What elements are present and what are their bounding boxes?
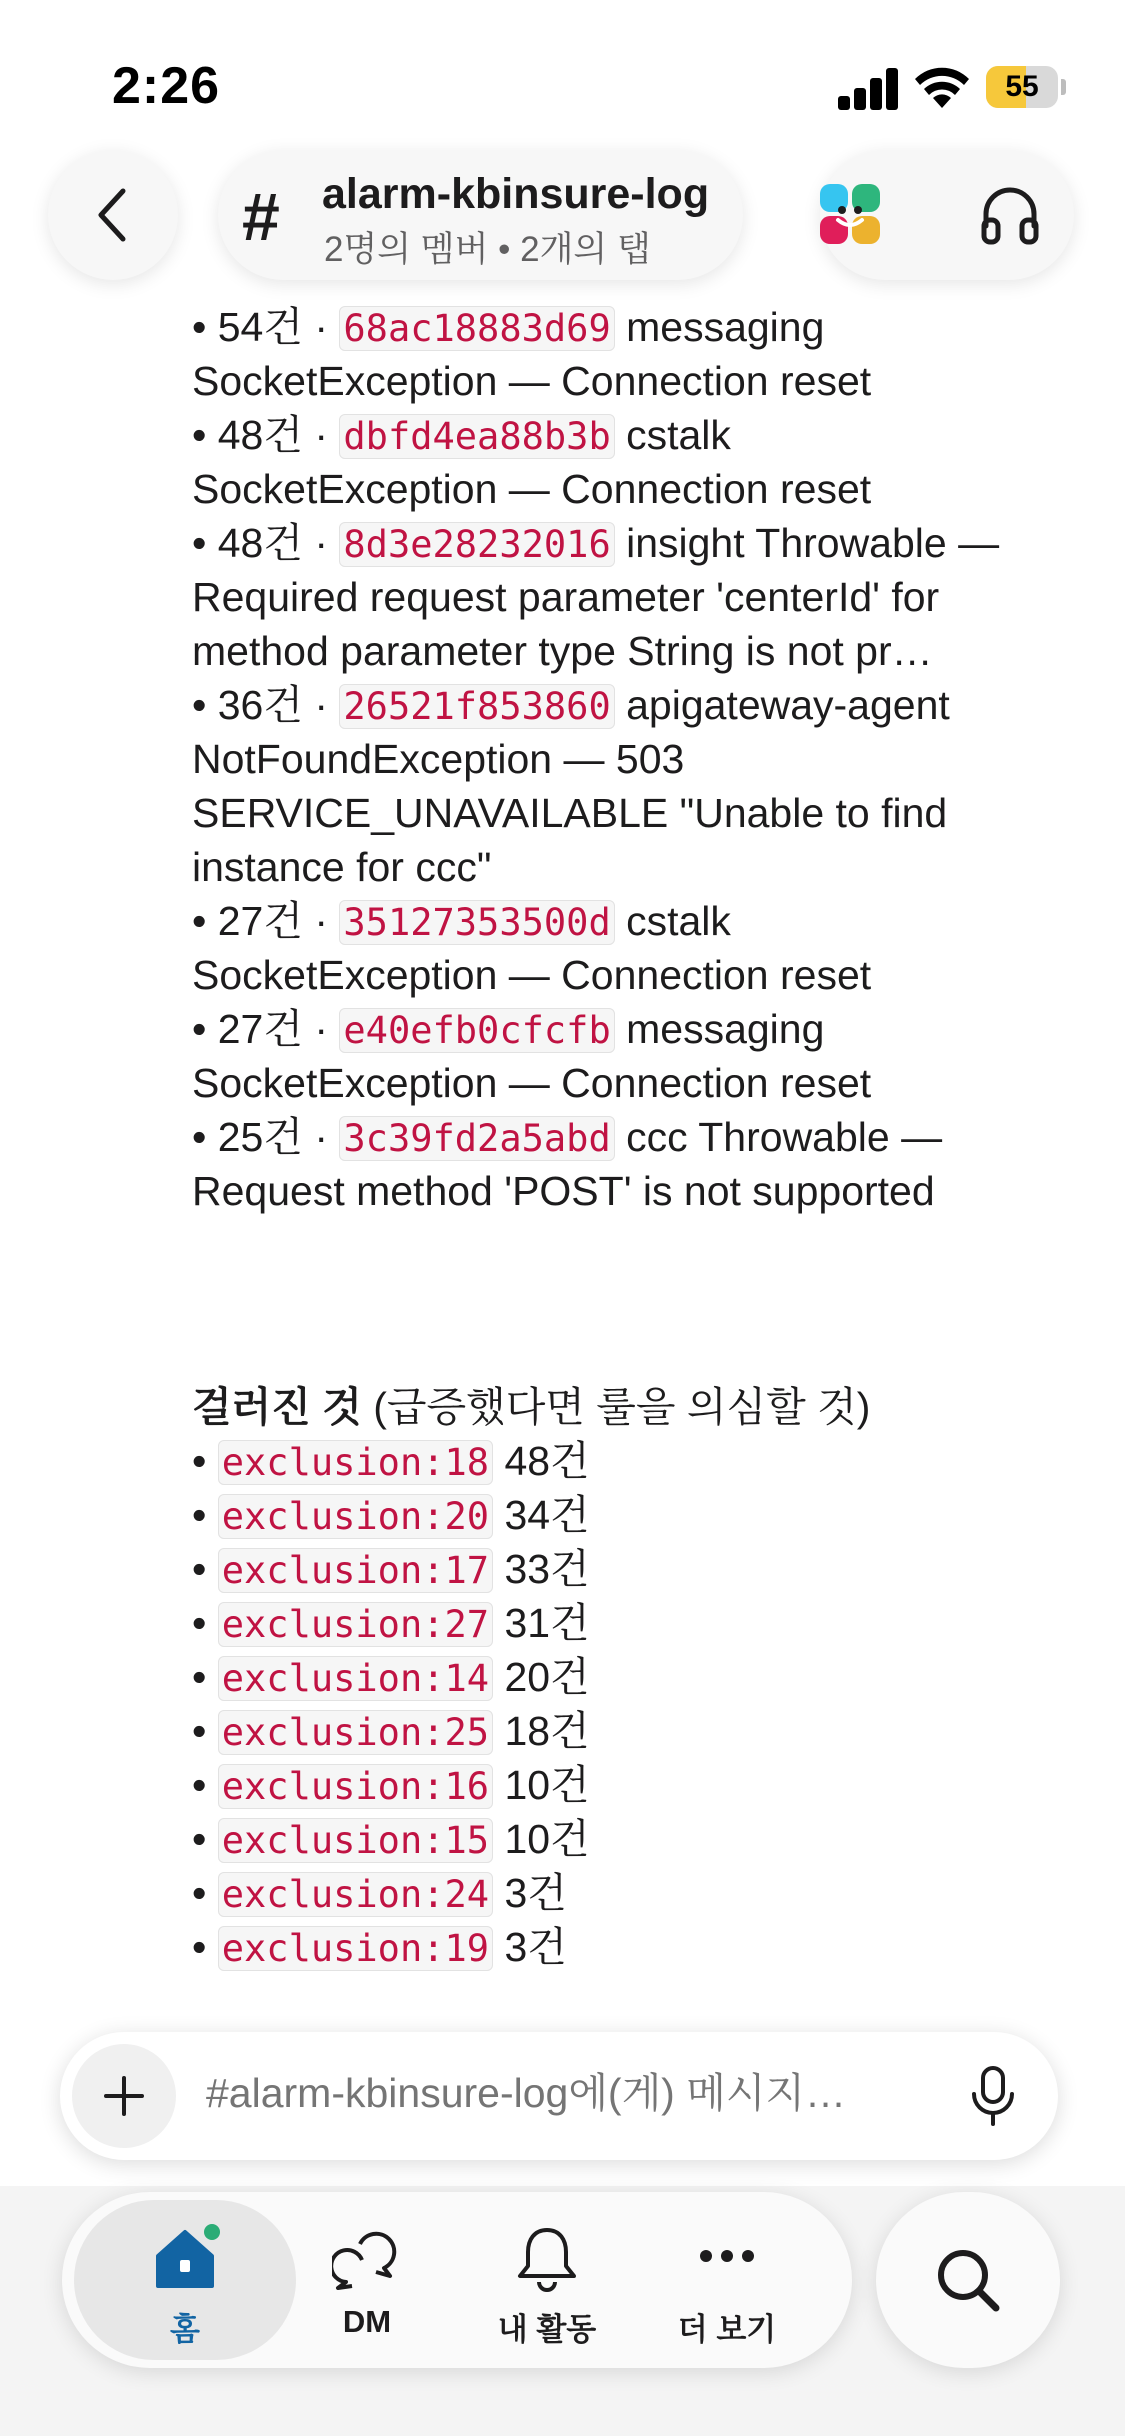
error-hash-code[interactable]: 8d3e28232016 — [339, 522, 614, 567]
headphones-icon[interactable] — [978, 182, 1042, 246]
exclusion-count: 33건 — [493, 1546, 590, 1592]
plus-icon — [100, 2072, 148, 2120]
dm-icon — [332, 2224, 402, 2294]
error-count: • 25건 · — [192, 1114, 340, 1160]
error-hash-code[interactable]: 26521f853860 — [339, 684, 614, 729]
exclusion-count: 10건 — [493, 1762, 590, 1808]
slack-app-icon[interactable] — [818, 182, 882, 246]
add-attachment-button[interactable] — [72, 2044, 176, 2148]
bullet: • — [192, 1600, 218, 1646]
status-time: 2:26 — [112, 57, 221, 115]
error-entry — [192, 300, 1092, 354]
filtered-heading — [192, 1380, 1092, 1434]
exclusion-entry — [192, 1542, 1092, 1596]
battery-percent: 55 — [1005, 70, 1039, 103]
error-entry — [192, 894, 1092, 948]
error-entry — [192, 678, 1092, 732]
exclusion-code[interactable]: exclusion:16 — [218, 1764, 493, 1809]
channel-header[interactable] — [218, 150, 743, 280]
error-summary: messaging — [614, 1006, 825, 1052]
error-count: • 36건 · — [192, 682, 340, 728]
exclusion-entry — [192, 1758, 1092, 1812]
error-detail-line: instance for ccc" — [192, 844, 492, 890]
search-button[interactable] — [876, 2192, 1060, 2368]
status-bar — [0, 0, 1125, 170]
exclusion-code[interactable]: exclusion:15 — [218, 1818, 493, 1863]
more-dots-icon — [692, 2224, 762, 2294]
exclusion-entry — [192, 1488, 1092, 1542]
tab-dm-label: DM — [342, 2304, 392, 2339]
error-detail-line: SocketException — Connection reset — [192, 952, 872, 998]
presence-dot — [204, 2224, 220, 2240]
cellular-signal-icon — [838, 68, 900, 110]
bell-icon — [512, 2224, 582, 2294]
bullet: • — [192, 1492, 218, 1538]
exclusion-entry — [192, 1704, 1092, 1758]
bullet: • — [192, 1924, 218, 1970]
bullet: • — [192, 1816, 218, 1862]
error-detail-line: SocketException — Connection reset — [192, 358, 872, 404]
error-hash-code[interactable]: e40efb0cfcfb — [339, 1008, 614, 1053]
exclusion-code[interactable]: exclusion:19 — [218, 1926, 493, 1971]
error-detail-line: SocketException — Connection reset — [192, 466, 872, 512]
exclusion-count: 3건 — [493, 1870, 567, 1916]
error-count: • 48건 · — [192, 412, 340, 458]
exclusion-count: 20건 — [493, 1654, 590, 1700]
error-hash-code[interactable]: 68ac18883d69 — [339, 306, 614, 351]
tab-activity-label: 내 활동 — [497, 2312, 597, 2347]
error-hash-code[interactable]: 3c39fd2a5abd — [339, 1116, 614, 1161]
exclusion-code[interactable]: exclusion:14 — [218, 1656, 493, 1701]
exclusion-entry — [192, 1866, 1092, 1920]
error-summary: messaging — [614, 304, 825, 350]
tab-activity[interactable] — [462, 2224, 632, 2347]
hash-icon: # — [242, 179, 280, 255]
exclusion-code[interactable]: exclusion:18 — [218, 1440, 493, 1485]
channel-subtitle: 2명의 멤버 • 2개의 탭 — [324, 230, 651, 269]
tab-home-label: 홈 — [170, 2312, 200, 2347]
error-entry — [192, 1002, 1092, 1056]
message-input[interactable] — [206, 2070, 926, 2117]
exclusion-code[interactable]: exclusion:25 — [218, 1710, 493, 1755]
channel-name: alarm-kbinsure-log — [322, 170, 710, 218]
message-content — [192, 300, 1092, 1974]
filtered-heading-bold: 걸러진 것 — [192, 1384, 362, 1430]
tab-dm[interactable] — [282, 2224, 452, 2344]
error-entry — [192, 1110, 1092, 1164]
bullet: • — [192, 1546, 218, 1592]
home-icon — [150, 2224, 220, 2294]
battery-icon — [986, 66, 1066, 108]
exclusion-entry — [192, 1434, 1092, 1488]
bullet: • — [192, 1708, 218, 1754]
error-detail-line: SocketException — Connection reset — [192, 1060, 872, 1106]
tab-more[interactable] — [642, 2224, 812, 2347]
back-button[interactable] — [48, 150, 178, 280]
exclusion-list — [192, 1434, 1092, 1974]
tab-more-label: 더 보기 — [677, 2312, 777, 2347]
error-count: • 48건 · — [192, 520, 340, 566]
error-detail-line: SERVICE_UNAVAILABLE "Unable to find — [192, 790, 948, 836]
exclusion-entry — [192, 1920, 1092, 1974]
exclusion-count: 3건 — [493, 1924, 567, 1970]
error-entry — [192, 408, 1092, 462]
filtered-heading-note: (급증했다면 룰을 의심할 것) — [361, 1384, 871, 1430]
error-detail-line: NotFoundException — 503 — [192, 736, 685, 782]
tab-home[interactable] — [100, 2224, 270, 2347]
error-count: • 27건 · — [192, 1006, 340, 1052]
chevron-left-icon — [91, 185, 135, 245]
microphone-icon[interactable] — [966, 2064, 1020, 2128]
exclusion-count: 34건 — [493, 1492, 590, 1538]
exclusion-code[interactable]: exclusion:20 — [218, 1494, 493, 1539]
search-icon — [932, 2244, 1004, 2316]
error-summary: cstalk — [614, 898, 731, 944]
exclusion-entry — [192, 1650, 1092, 1704]
wifi-icon — [915, 64, 969, 110]
error-count: • 54건 · — [192, 304, 340, 350]
bullet: • — [192, 1870, 218, 1916]
error-count: • 27건 · — [192, 898, 340, 944]
error-summary: apigateway-agent — [614, 682, 950, 728]
exclusion-code[interactable]: exclusion:17 — [218, 1548, 493, 1593]
exclusion-count: 10건 — [493, 1816, 590, 1862]
exclusion-entry — [192, 1812, 1092, 1866]
error-list — [192, 300, 1092, 1218]
exclusion-count: 48건 — [493, 1438, 590, 1484]
exclusion-entry — [192, 1596, 1092, 1650]
error-hash-code[interactable]: dbfd4ea88b3b — [339, 414, 614, 459]
error-detail-line: method parameter type String is not pr… — [192, 628, 933, 674]
exclusion-count: 31건 — [493, 1600, 590, 1646]
error-summary: cstalk — [614, 412, 731, 458]
bullet: • — [192, 1762, 218, 1808]
error-entry — [192, 516, 1092, 570]
error-detail-line: Request method 'POST' is not supported — [192, 1168, 935, 1214]
exclusion-code[interactable]: exclusion:27 — [218, 1602, 493, 1647]
error-detail-line: Required request parameter 'centerId' for — [192, 574, 940, 620]
exclusion-code[interactable]: exclusion:24 — [218, 1872, 493, 1917]
bullet: • — [192, 1438, 218, 1484]
message-composer — [60, 2032, 1058, 2160]
bullet: • — [192, 1654, 218, 1700]
exclusion-count: 18건 — [493, 1708, 590, 1754]
error-hash-code[interactable]: 35127353500d — [339, 900, 614, 945]
error-summary: ccc Throwable — — [614, 1114, 943, 1160]
error-summary: insight Throwable — — [614, 520, 1000, 566]
